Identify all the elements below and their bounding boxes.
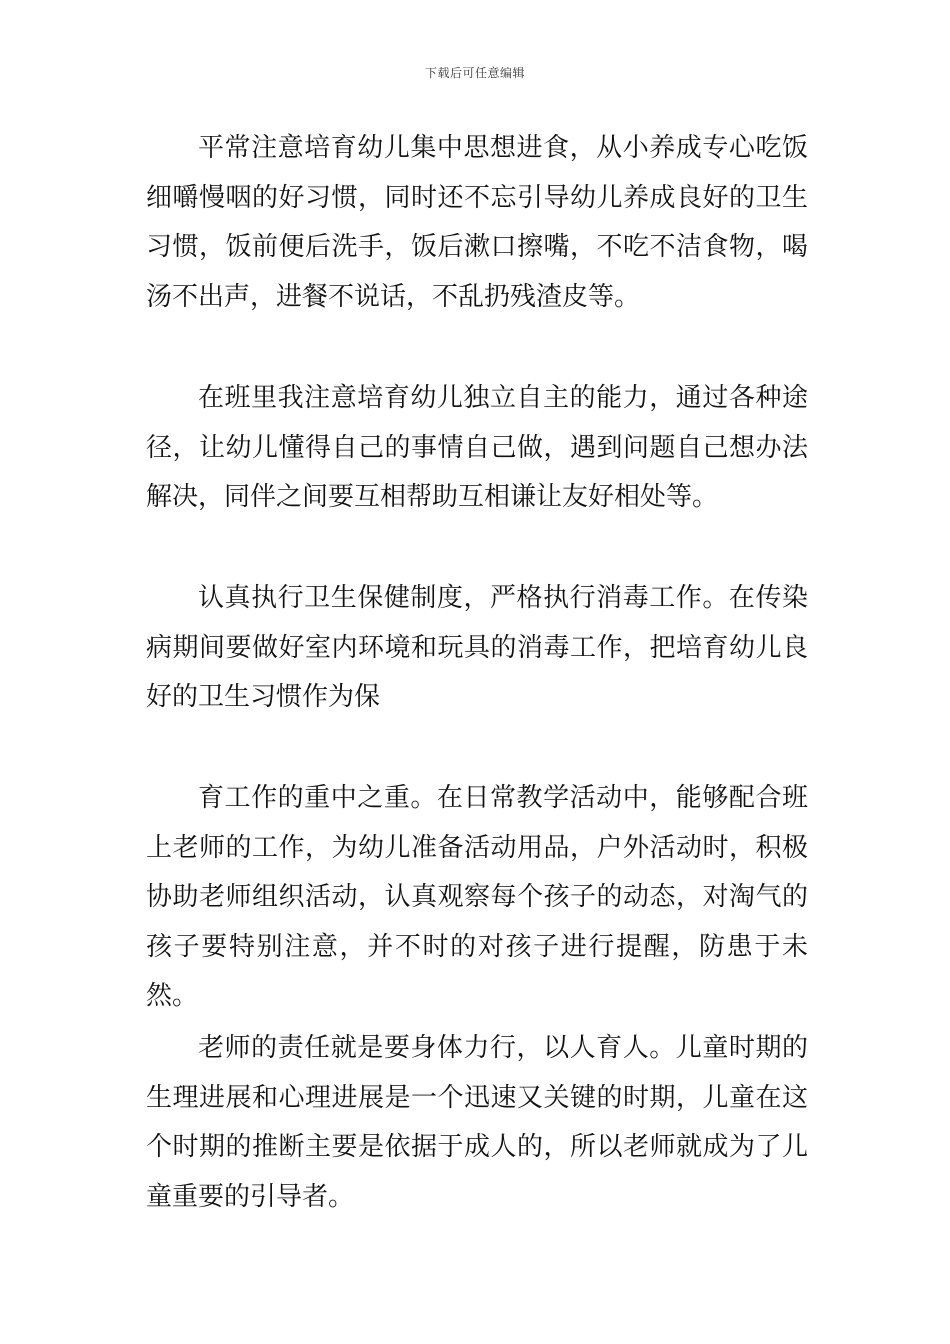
paragraph-daily-activities: 育工作的重中之重。在日常教学活动中，能够配合班上老师的工作，为幼儿准备活动用品，户外活动时，积极协助老师组织活动，认真观察每个孩子的动态，对淘气的孩子要特别注意，并不时的对孩子进行提醒，防患于未然。 [146,783,808,1011]
paragraph-independence: 在班里我注意培育幼儿独立自主的能力，通过各种途径，让幼儿懂得自己的事情自己做，遇到问题自己想办法解决，同伴之间要互相帮助互相谦让友好相处等。 [146,383,808,512]
page-header: 下载后可任意编辑 [424,66,525,80]
paragraph-teacher-role: 老师的责任就是要身体力行，以人育人。儿童时期的生理进展和心理进展是一个迅速又关键的时期，儿童在这个时期的推断主要是依据于成人的，所以老师就成为了儿童重要的引导者。 [146,1033,808,1212]
paragraph-hygiene-habits: 平常注意培育幼儿集中思想进食，从小养成专心吃饭细嚼慢咽的好习惯，同时还不忘引导幼儿养成良好的卫生习惯，饭前便后洗手，饭后漱口擦嘴，不吃不洁食物，喝汤不出声，进餐不说话，不乱扔残渣皮等。 [146,133,808,312]
paragraph-disinfection: 认真执行卫生保健制度，严格执行消毒工作。在传染病期间要做好室内环境和玩具的消毒工作，把培育幼儿良好的卫生习惯作为保 [146,583,808,712]
